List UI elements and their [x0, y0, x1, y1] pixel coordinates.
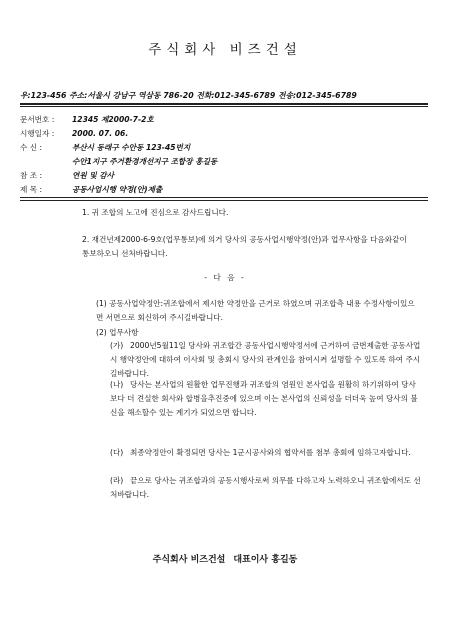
subject-row — [20, 184, 162, 195]
signature-company: 주식회사 비즈건설 — [152, 555, 226, 565]
doc-number-row — [20, 114, 154, 125]
sub-item-d-marker: (라) — [110, 476, 124, 485]
recipient-value-2: 수안1지구 주거환경개선지구 조합장 홍길동 — [72, 157, 218, 166]
sub-item-d — [110, 474, 422, 502]
header-rule-thick — [20, 103, 428, 105]
sub-item-a — [110, 339, 422, 381]
reference-value: 연원 및 감사 — [72, 171, 114, 180]
sub-item-b — [110, 378, 422, 420]
meta-rule-2 — [20, 200, 428, 201]
sub-item-a-marker: (가) — [110, 341, 124, 350]
signature-title: 대표이사 홍길동 — [233, 555, 298, 565]
date-value: 2000. 07. 06. — [72, 129, 129, 138]
reference-label: 참 조 : — [20, 171, 43, 180]
doc-number-label: 문서번호 : — [20, 115, 55, 124]
recipient-row-2 — [20, 156, 217, 167]
sub-item-b-marker: (나) — [110, 380, 124, 389]
sub-item-a-text: 2000년5월11일 당사와 귀조합간 공동사업시행약정서에 근거하여 금번제출한 공동사업시 행약정안에 대하여 이사회 및 총회시 당사의 관계인을 참여시켜 설명할 수 있도록 하여 주시길바랍니다. — [110, 341, 421, 378]
signature-line — [0, 552, 450, 565]
doc-number-value: 12345 제2000-7-2호 — [72, 115, 154, 124]
paragraph-1: 1. 귀 조합의 노고에 진심으로 감사드립니다. — [82, 208, 229, 217]
recipient-row — [20, 142, 190, 153]
paragraph-2: 2. 재건년제2000-6-9호(업무통보)에 의거 당사의 공동사업시행약정(안)과 업무사항을 다음와같이 통보하오니 선처바랍니다. — [82, 235, 407, 258]
reference-row — [20, 170, 114, 181]
item-1: (1) 공동사업약정안:귀조합에서 제시한 약정안을 근거로 하였으며 귀조합측 내용 수정사항이있으면 서면으로 회신하여 주시길바랍니다. — [96, 299, 415, 322]
address-line: 우:123-456 주소:서울시 강남구 역삼동 786-20 전화:012-345-6789 전송:012-345-6789 — [20, 91, 357, 100]
recipient-label: 수 신 : — [20, 143, 43, 152]
item-2: (2) 업무사항 — [96, 328, 139, 337]
subject-value: 공동사업시행 약정(안)제출 — [72, 185, 163, 194]
recipient-value: 부산시 동래구 수안동 123-45번지 — [72, 143, 191, 152]
meta-rule-1 — [20, 197, 428, 198]
sub-item-c — [110, 446, 422, 460]
subject-label: 제 목 : — [20, 185, 43, 194]
company-title: 주식회사 비즈건설 — [148, 42, 302, 58]
sub-item-c-text: 최종약정안이 확정되면 당사는 1군시공사와의 협약서를 첨부 총회에 임하고자합니다. — [130, 448, 411, 457]
date-row — [20, 128, 128, 139]
sub-item-d-text: 끝으로 당사는 귀조합과의 공동시행사로써 의무를 다하고자 노력하오니 귀조합에서도 선처바랍니다. — [110, 476, 421, 499]
notice-heading: - 다 음 - — [204, 273, 246, 282]
sub-item-c-marker: (다) — [110, 448, 124, 457]
header-rule-thin — [20, 106, 428, 107]
date-label: 시행일자 : — [20, 129, 55, 138]
sub-item-b-text: 당사는 본사업의 원활한 업무진행과 귀조합의 염원인 본사업을 원활히 하기위하여 당사보다 더 견실한 회사와 합병을추진중에 있으며 이는 본사업의 신뢰성을 더더욱 높여 당사의 불신을 해소할수 있는 계기가 되었으면 합니다. — [110, 380, 418, 417]
